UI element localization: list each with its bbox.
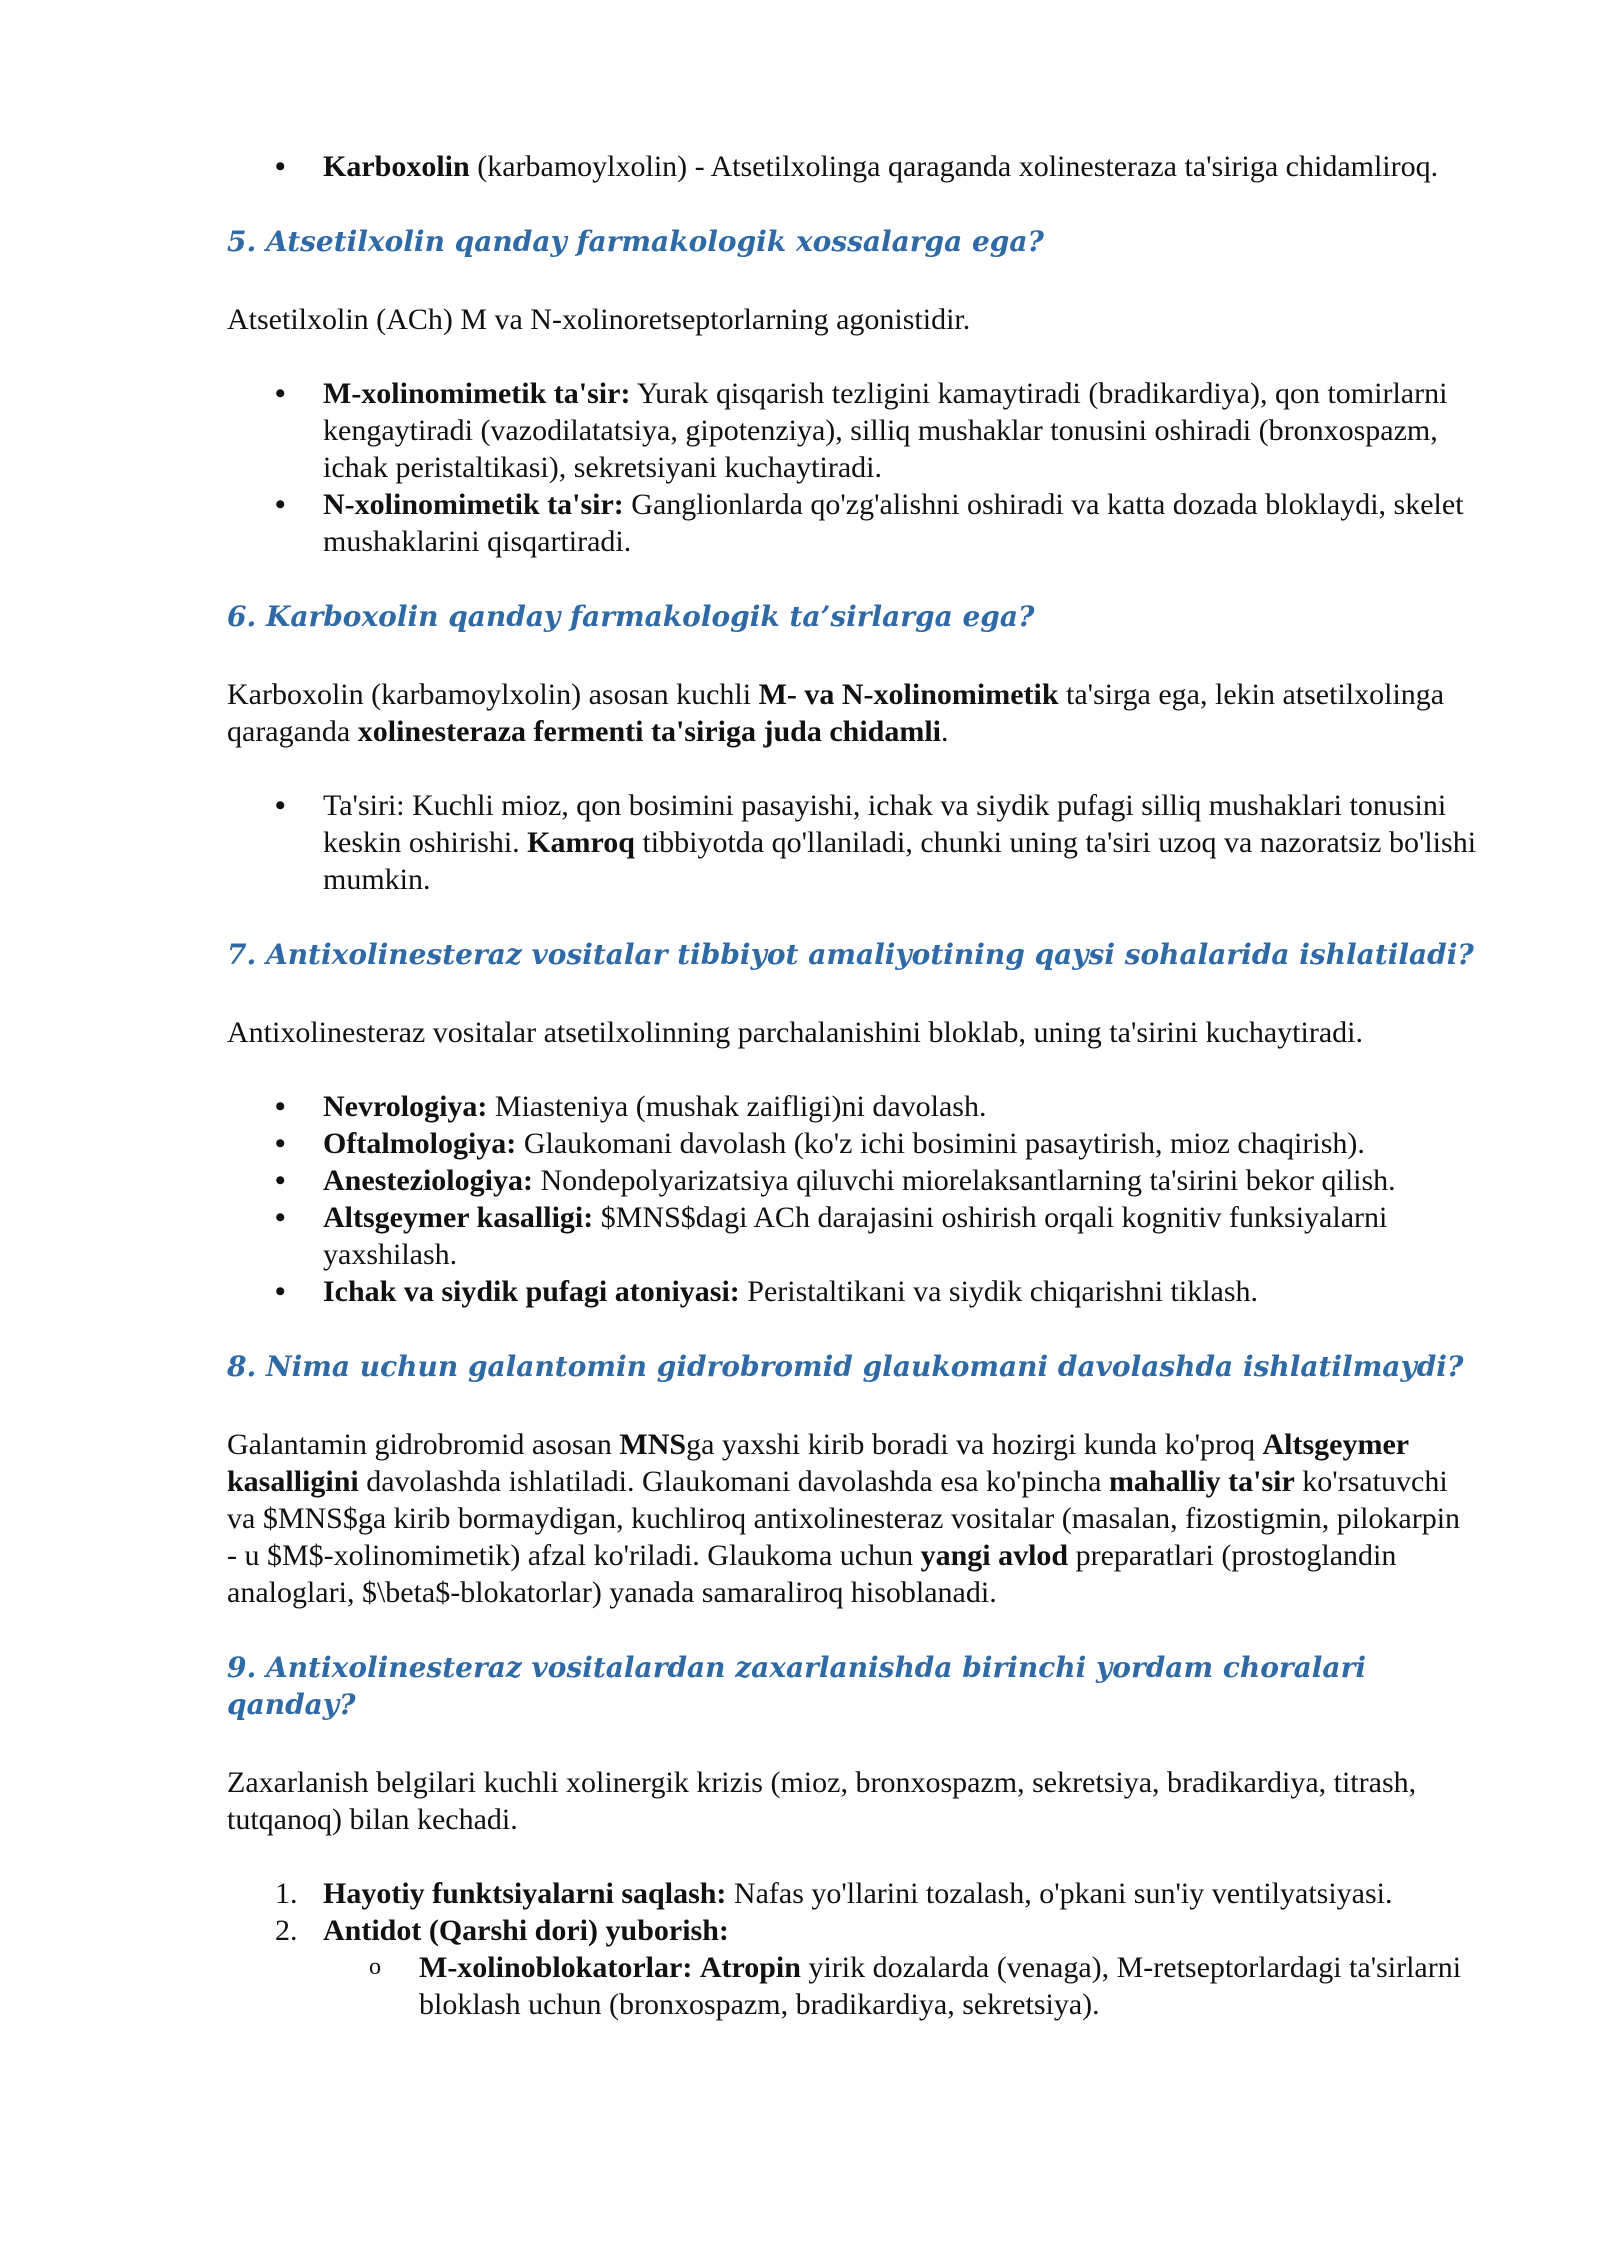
item-term: Anesteziologiya: xyxy=(323,1164,533,1197)
intro-list xyxy=(227,148,1477,185)
list-item xyxy=(227,1088,1477,1125)
question-8-heading: 8. Nima uchun galantomin gidrobromid glaukomani davolashda ishlatilmaydi? xyxy=(227,1350,1464,1383)
item-term: Hayotiy funktsiyalarni saqlash: xyxy=(323,1877,727,1910)
text-run: Karboxolin (karbamoylxolin) asosan kuchli xyxy=(227,678,759,711)
list-item xyxy=(227,486,1477,560)
list-item xyxy=(227,148,1477,185)
sub-list-item xyxy=(227,1949,1477,2023)
text-run: Galantamin gidrobromid asosan xyxy=(227,1428,620,1461)
text-run: tibbiyotda qo'llaniladi, chunki uning ta'siri uzoq va nazoratsiz bo'lishi mumkin. xyxy=(323,826,1477,896)
item-term: Ichak va siydik pufagi atoniyasi: xyxy=(323,1275,740,1308)
list-item xyxy=(227,1199,1477,1273)
item-text: (karbamoylxolin) - Atsetilxolinga qaraganda xolinesteraza ta'siriga chidamliroq. xyxy=(469,150,1439,183)
item-text: Peristaltikani va siydik chiqarishni tiklash. xyxy=(739,1275,1259,1308)
q7-intro: Antixolinesteraz vositalar atsetilxolinning parchalanishini bloklab, uning ta'sirini kuchaytiradi. xyxy=(227,1016,1363,1049)
item-term: N-xolinomimetik ta'sir: xyxy=(323,488,624,521)
bullet-mark: • xyxy=(275,488,286,521)
bold-run: mahalliy ta'sir xyxy=(1108,1465,1295,1498)
question-7-heading: 7. Antixolinesteraz vositalar tibbiyot amaliyotining qaysi sohalarida ishlatiladi? xyxy=(227,938,1474,971)
item-term: M-xolinomimetik ta'sir: xyxy=(323,377,631,410)
document-page xyxy=(227,148,1477,2023)
item-text: Nondepolyarizatsiya qiluvchi miorelaksantlarning ta'sirini bekor qilish. xyxy=(532,1164,1396,1197)
list-item xyxy=(227,1875,1477,1912)
q5-list xyxy=(227,375,1477,560)
q6-intro xyxy=(227,676,1477,750)
item-term: Nevrologiya: xyxy=(323,1090,488,1123)
list-item xyxy=(227,1162,1477,1199)
circle-bullet-mark: o xyxy=(369,1954,381,1980)
bullet-mark: • xyxy=(275,150,286,183)
item-text: Miasteniya (mushak zaifligi)ni davolash. xyxy=(487,1090,987,1123)
bold-run: MNS xyxy=(619,1428,687,1461)
bullet-mark: • xyxy=(275,789,286,822)
list-item xyxy=(227,375,1477,486)
number-mark: 2. xyxy=(275,1914,298,1947)
bullet-mark: • xyxy=(275,1127,286,1160)
text-run: . xyxy=(941,715,949,748)
text-run: preparatlari (prostoglandin analoglari, $\beta$-blokatorlar) yanada samaraliroq hisoblanadi. xyxy=(227,1539,1397,1609)
question-6-heading: 6. Karboxolin qanday farmakologik ta’sirlarga ega? xyxy=(227,600,1035,633)
bold-run: Kamroq xyxy=(527,826,635,859)
bullet-mark: • xyxy=(275,1275,286,1308)
item-term: Oftalmologiya: xyxy=(323,1127,517,1160)
bold-run: Altsgeymer kasalligini xyxy=(227,1428,1409,1498)
bullet-mark: • xyxy=(275,1201,286,1234)
question-5-heading: 5. Atsetilxolin qanday farmakologik xossalarga ega? xyxy=(227,225,1044,258)
bold-run: xolinesteraza fermenti ta'siriga juda chidamli xyxy=(357,715,942,748)
text-run: davolashda ishlatiladi. Glaukomani davolashda esa ko'pincha xyxy=(358,1465,1109,1498)
q6-list xyxy=(227,787,1477,898)
bullet-mark: • xyxy=(275,1164,286,1197)
item-text: Ganglionlarda qo'zg'alishni oshiradi va katta dozada bloklaydi, skelet mushaklarini qisqartiradi. xyxy=(323,488,1464,558)
text-run: yirik dozalarda (venaga), M-retseptorlardagi ta'sirlarni bloklash uchun (bronxospazm, bradikardiya, sekretsiya). xyxy=(419,1951,1462,2021)
item-term: Antidot (Qarshi dori) yuborish: xyxy=(323,1914,729,1947)
bold-run: Atropin xyxy=(699,1951,801,1984)
item-text: Yurak qisqarish tezligini kamaytiradi (bradikardiya), qon tomirlarni kengaytiradi (vazodilatatsiya, gipotenziya), silliq mushaklar tonusini oshiradi (bronxospazm, ichak peristaltikasi), sekretsiyani kuchaytiradi. xyxy=(323,377,1448,484)
list-item xyxy=(227,1273,1477,1310)
item-text: Nafas yo'llarini tozalash, o'pkani sun'iy ventilyatsiyasi. xyxy=(726,1877,1393,1910)
bullet-mark: • xyxy=(275,377,286,410)
q5-intro: Atsetilxolin (ACh) M va N-xolinoretseptorlarning agonistidir. xyxy=(227,303,971,336)
item-text: $MNS$dagi ACh darajasini oshirish orqali kognitiv funksiyalarni yaxshilash. xyxy=(323,1201,1388,1271)
bold-run: M-xolinoblokatorlar: xyxy=(419,1951,693,1984)
q9-intro: Zaxarlanish belgilari kuchli xolinergik krizis (mioz, bronxospazm, sekretsiya, bradikardiya, titrash, tutqanoq) bilan kechadi. xyxy=(227,1766,1417,1836)
q7-list xyxy=(227,1088,1477,1310)
text-run: ga yaxshi kirib boradi va hozirgi kunda ko'proq xyxy=(686,1428,1263,1461)
bold-run: yangi avlod xyxy=(920,1539,1069,1572)
text-run: ta'sirga ega, lekin atsetilxolinga qaraganda xyxy=(227,678,1445,748)
item-term: Altsgeymer kasalligi: xyxy=(323,1201,594,1234)
item-text: Glaukomani davolash (ko'z ichi bosimini pasaytirish, mioz chaqirish). xyxy=(516,1127,1365,1160)
text-run: ko'rsatuvchi va $MNS$ga kirib bormaydigan, kuchliroq antixolinesteraz vositalar (masalan, fizostigmin, pilokarpin - u $M$-xolinomimetik) afzal ko'riladi. Glaukoma uchun xyxy=(227,1465,1461,1572)
bullet-mark: • xyxy=(275,1090,286,1123)
list-item xyxy=(227,1125,1477,1162)
question-9-heading: 9. Antixolinesteraz vositalardan zaxarlanishda birinchi yordam choralari qanday? xyxy=(227,1651,1366,1721)
list-item xyxy=(227,1912,1477,1949)
text-run: Ta'siri: Kuchli mioz, qon bosimini pasayishi, ichak va siydik pufagi silliq mushaklari tonusini keskin oshirishi. xyxy=(323,789,1447,859)
bold-run: M- va N-xolinomimetik xyxy=(758,678,1059,711)
item-term: Karboxolin xyxy=(323,150,470,183)
q9-list xyxy=(227,1875,1477,2023)
list-item xyxy=(227,787,1477,898)
number-mark: 1. xyxy=(275,1877,298,1910)
q8-paragraph xyxy=(227,1426,1477,1611)
